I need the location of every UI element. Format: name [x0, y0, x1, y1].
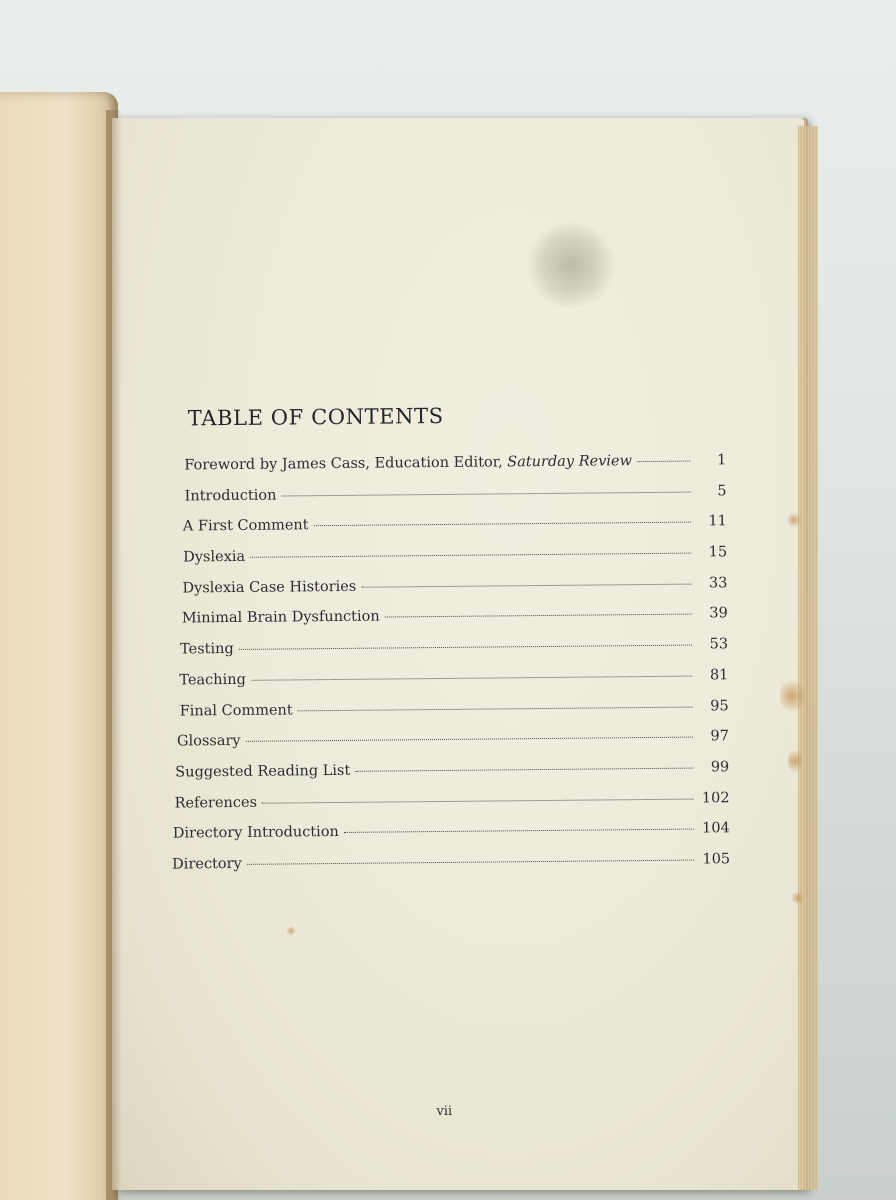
toc-entry-title — [172, 856, 242, 873]
toc-dot-leader — [344, 829, 694, 833]
toc-entry-title — [182, 579, 356, 597]
toc-heading: TABLE OF CONTENTS — [187, 403, 444, 431]
toc-entry-page: 81 — [709, 667, 729, 684]
toc-entry-title-text: A First Comment — [182, 517, 309, 535]
toc-entry-title-italic: Saturday Review — [507, 453, 633, 471]
toc-dot-leader — [262, 798, 694, 803]
toc-entry-title — [182, 609, 380, 627]
toc-entry-title — [184, 453, 632, 473]
toc-entry-title-text: Directory Introduction — [172, 824, 339, 842]
toc-entry-page: 1 — [716, 452, 727, 469]
toc-entry-title — [177, 733, 241, 750]
toc-entry-page: 104 — [702, 820, 730, 837]
toc-entry-title — [174, 794, 257, 811]
toc-dot-leader — [385, 614, 692, 618]
toc-entry-page: 95 — [710, 697, 729, 714]
toc-entry-page: 53 — [709, 636, 729, 653]
toc-entry-page: 99 — [710, 759, 730, 776]
toc-entry-page: 5 — [717, 482, 727, 500]
toc-entry-title-text: Final Comment — [179, 701, 293, 720]
toc-entry-page: 39 — [709, 605, 728, 622]
toc-entry — [172, 851, 730, 887]
toc-entry-title-text: Minimal Brain Dysfunction — [181, 609, 380, 627]
toc-entry-title-text: References — [174, 794, 258, 812]
toc-entry-title-text: Suggested Reading List — [175, 762, 351, 781]
toc-entry-page: 105 — [702, 851, 731, 868]
toc-entry-page: 33 — [708, 574, 728, 592]
toc-entry-title — [175, 763, 350, 781]
toc-entry-title — [180, 702, 293, 719]
toc-dot-leader — [247, 860, 694, 865]
toc-entry-page: 97 — [710, 728, 730, 745]
toc-entry-title-text: Glossary — [176, 733, 241, 750]
toc-entry-title-text: Dyslexia Case Histories — [182, 578, 357, 597]
toc-entry-title — [183, 518, 309, 535]
toc-entry-title — [185, 487, 277, 504]
toc-dot-leader — [361, 583, 691, 587]
toc-dot-leader — [251, 675, 692, 680]
toc-entry-title — [173, 824, 339, 842]
toc-dot-leader — [637, 461, 690, 463]
toc-entry-title-text: Dyslexia — [183, 548, 246, 566]
toc-entry-title — [183, 549, 245, 566]
toc-dot-leader — [281, 491, 690, 496]
toc-dot-leader — [250, 553, 691, 558]
toc-entry-title-text: Directory — [172, 855, 242, 873]
toc-entry-page: 102 — [701, 789, 730, 807]
toc-dot-leader — [239, 645, 692, 650]
toc-dot-leader — [355, 767, 693, 771]
toc-entry-title-text: Foreword by James Cass, Education Editor, — [184, 454, 508, 474]
page-number: vii — [436, 1103, 453, 1120]
toc-dot-leader — [298, 706, 693, 711]
toc-entry-title-text: Testing — [180, 641, 234, 658]
toc-dot-leader — [314, 522, 691, 527]
toc-dot-leader — [246, 737, 693, 742]
toc-list — [172, 452, 731, 887]
toc-entry-page: 11 — [708, 513, 727, 530]
toc-entry-title — [179, 672, 246, 689]
toc-entry-page: 15 — [708, 544, 728, 561]
toc-entry-title-text: Teaching — [179, 671, 246, 689]
toc-entry-title-text: Introduction — [184, 487, 277, 505]
toc-entry-title — [180, 641, 234, 658]
